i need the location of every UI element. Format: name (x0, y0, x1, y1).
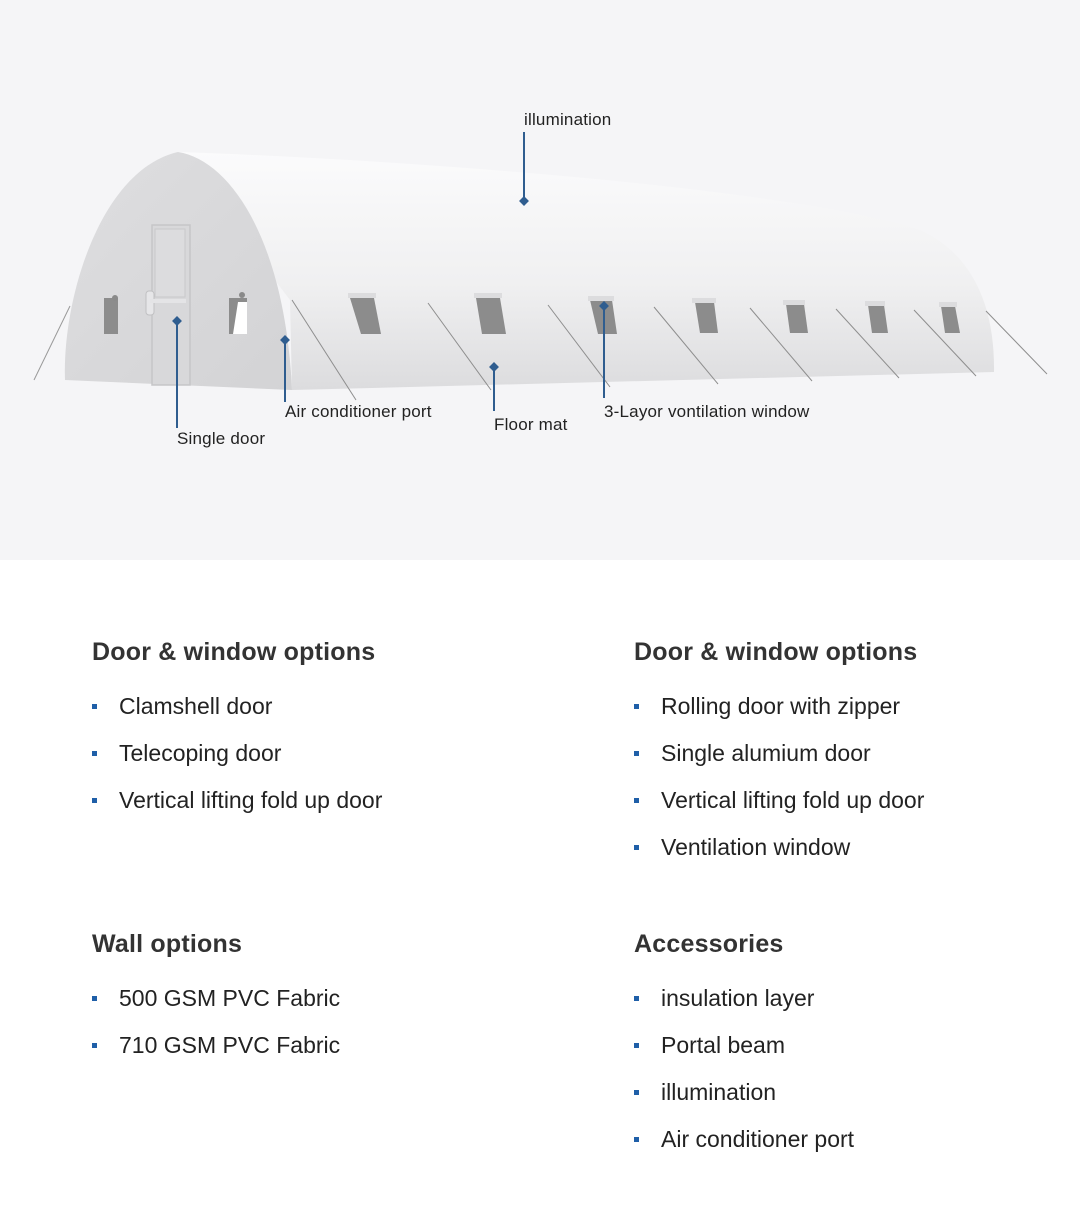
list-item (634, 975, 1054, 1022)
section-door-window-options-1 (92, 638, 512, 824)
bullet-icon (634, 996, 639, 1001)
item-label: Vertical lifting fold up door (119, 787, 383, 813)
item-label: illumination (661, 1079, 777, 1105)
list-item (92, 683, 512, 730)
tent-illustration (0, 0, 1080, 560)
bullet-icon (634, 704, 639, 709)
list-item (92, 730, 512, 777)
callout-illumination: illumination (524, 110, 612, 129)
bullet-icon (92, 996, 97, 1001)
bullet-icon (634, 1090, 639, 1095)
section-title: Wall options (92, 930, 243, 958)
bullet-icon (634, 1043, 639, 1048)
item-label: insulation layer (661, 985, 815, 1011)
callout-single-door: Single door (177, 429, 266, 448)
list-item (634, 1116, 1054, 1163)
single-door-shape (146, 225, 190, 385)
item-label: 710 GSM PVC Fabric (119, 1032, 341, 1058)
list-item (634, 730, 1054, 777)
option-list (92, 683, 512, 824)
list-item (92, 777, 512, 824)
list-item (92, 1022, 512, 1069)
section-wall-options (92, 930, 512, 1069)
section-accessories (634, 930, 1054, 1163)
item-label: Clamshell door (119, 693, 273, 719)
list-item (634, 824, 1054, 871)
item-label: Portal beam (661, 1032, 786, 1058)
option-list (634, 683, 1054, 871)
section-title: Door & window options (634, 638, 918, 666)
item-label: Single alumium door (661, 740, 871, 766)
section-door-window-options-2 (634, 638, 1054, 871)
item-label: Vertical lifting fold up door (661, 787, 925, 813)
list-item (634, 683, 1054, 730)
callout-air-conditioner-port: Air conditioner port (285, 402, 432, 421)
option-list (634, 975, 1054, 1163)
list-item (634, 1069, 1054, 1116)
tent-diagram (0, 0, 1080, 560)
bullet-icon (634, 845, 639, 850)
bullet-icon (92, 1043, 97, 1048)
section-title: Accessories (634, 930, 784, 958)
bullet-icon (92, 704, 97, 709)
bullet-icon (92, 751, 97, 756)
bullet-icon (92, 798, 97, 803)
item-label: Telecoping door (119, 740, 282, 766)
callout-floor-mat: Floor mat (494, 415, 568, 434)
item-label: Air conditioner port (661, 1126, 855, 1152)
bullet-icon (634, 751, 639, 756)
bullet-icon (634, 1137, 639, 1142)
list-item (634, 1022, 1054, 1069)
guy-rope (34, 306, 70, 380)
section-title: Door & window options (92, 638, 376, 666)
callout-ventilation-window: 3-Layor vontilation window (604, 402, 810, 421)
bullet-icon (634, 798, 639, 803)
tent-body (178, 152, 994, 390)
option-list (92, 975, 512, 1069)
list-item (92, 975, 512, 1022)
list-item (634, 777, 1054, 824)
item-label: Ventilation window (661, 834, 851, 860)
item-label: 500 GSM PVC Fabric (119, 985, 341, 1011)
item-label: Rolling door with zipper (661, 693, 901, 719)
